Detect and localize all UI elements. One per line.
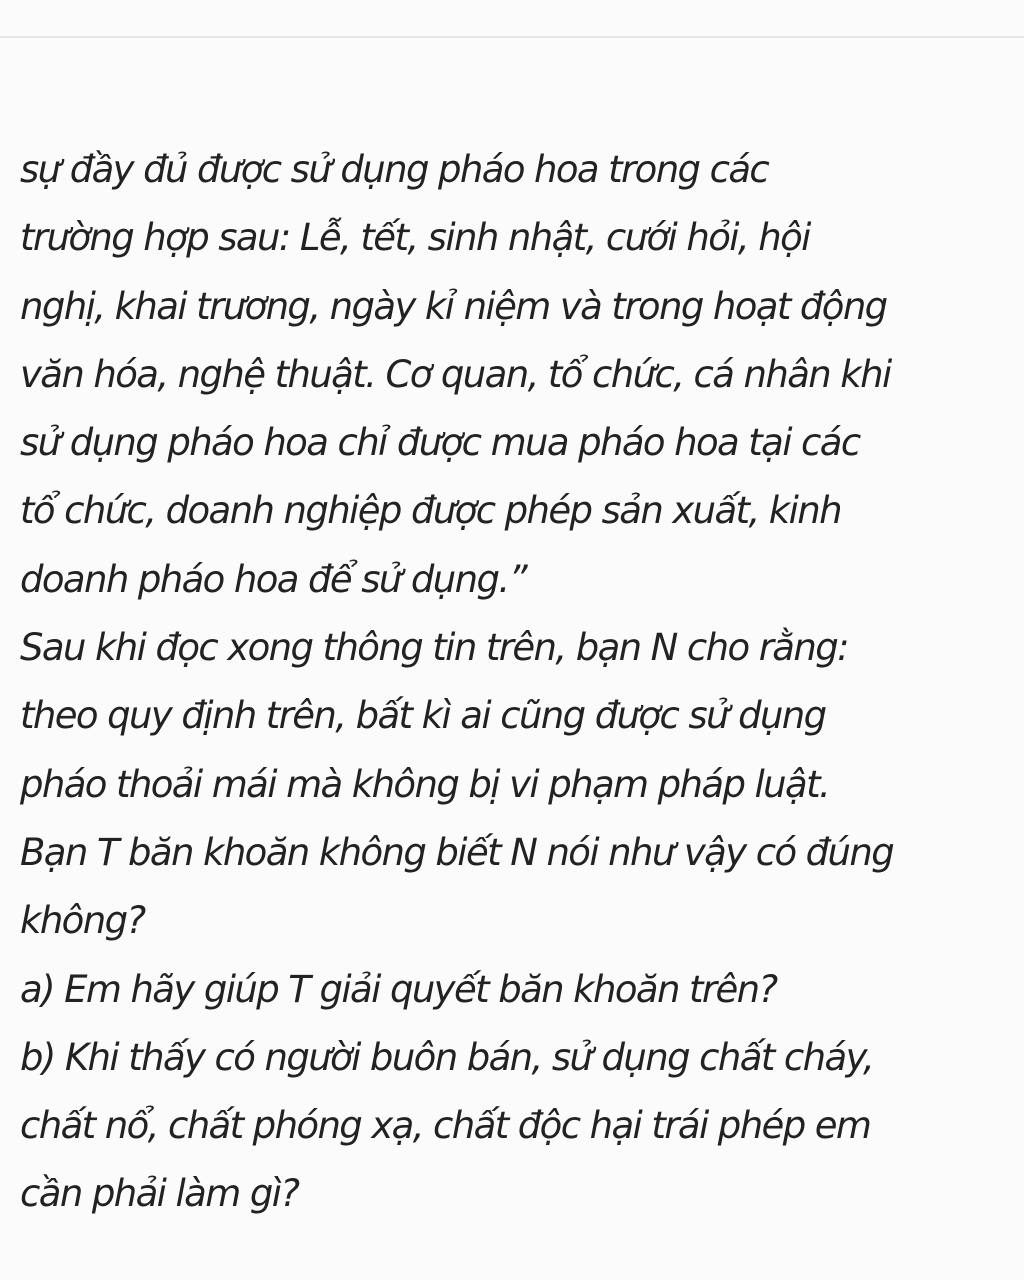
question-b-line-3: cần phải làm gì? (20, 1172, 299, 1216)
text-line-12: không? (20, 899, 145, 943)
text-line-10: pháo thoải mái mà không bị vi phạm pháp luật. (20, 762, 830, 806)
question-b-line-1: b) Khi thấy có người buôn bán, sử dụng chất cháy, (20, 1035, 874, 1079)
text-line-7: doanh pháo hoa để sử dụng.” (20, 557, 527, 601)
text-line-9: theo quy định trên, bất kì ai cũng được sử dụng (20, 694, 826, 738)
text-line-5: sử dụng pháo hoa chỉ được mua pháo hoa tại các (20, 421, 860, 465)
top-divider (0, 36, 1024, 38)
text-line-8: Sau khi đọc xong thông tin trên, bạn N cho rằng: (20, 626, 848, 670)
text-line-11: Bạn T băn khoăn không biết N nói như vậy có đúng (20, 830, 894, 874)
text-line-1: sự đầy đủ được sử dụng pháo hoa trong các (20, 148, 769, 191)
text-line-2: trường hợp sau: Lễ, tết, sinh nhật, cưới hỏi, hội (20, 216, 810, 260)
document-text (20, 136, 1016, 1229)
question-b-line-2: chất nổ, chất phóng xạ, chất độc hại trái phép em (20, 1104, 871, 1148)
question-a: a) Em hãy giúp T giải quyết băn khoăn trên? (20, 967, 777, 1011)
text-line-3: nghị, khai trương, ngày kỉ niệm và trong hoạt động (20, 284, 887, 328)
text-line-4: văn hóa, nghệ thuật. Cơ quan, tổ chức, cá nhân khi (20, 352, 891, 396)
text-line-6: tổ chức, doanh nghiệp được phép sản xuất, kinh (20, 489, 841, 533)
